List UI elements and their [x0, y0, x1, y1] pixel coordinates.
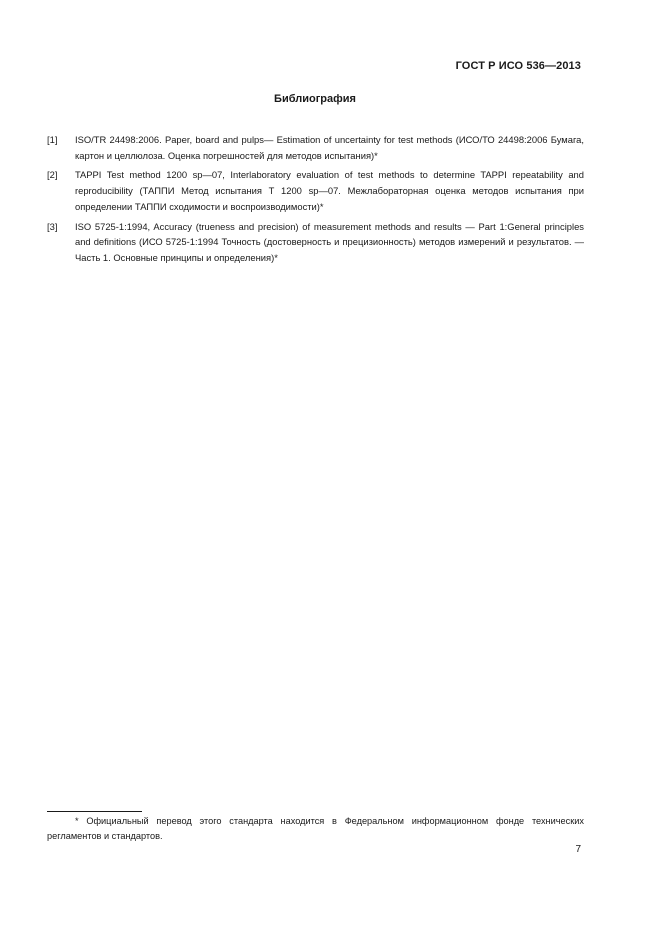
bibliography-title: Библиография	[274, 93, 356, 105]
footnote-divider	[47, 811, 142, 812]
bibliography-entry	[47, 219, 584, 266]
page-number: 7	[575, 844, 581, 855]
bibliography-entry-number: [2]	[47, 169, 58, 181]
bibliography-entry	[47, 167, 584, 214]
bibliography-entry-number: [3]	[47, 220, 58, 232]
document-code-header: ГОСТ Р ИСО 536—2013	[455, 60, 581, 72]
bibliography-entry-text: ISO/TR 24498:2006. Paper, board and pulps— Estimation of uncertainty for test methods (ИСО/ТО 24498:2006 Бумага, картон и целлюлоза. Оценка погрешностей для методов испытания)*	[75, 134, 584, 161]
bibliography-entry-text: ISO 5725-1:1994, Accuracy (trueness and precision) of measurement methods and results — Part 1:General principles and definitions (ИСО 5725-1:1994 Точность (достоверность и прецизионность) методов измерений и результатов. — Часть 1. Основные принципы и определения)*	[75, 220, 584, 263]
bibliography-list	[47, 132, 584, 270]
footnote-text: * Официальный перевод этого стандарта находится в Федеральном информационном фонде технических регламентов и стандартов.	[47, 816, 584, 841]
bibliography-entry-text: TAPPI Test method 1200 sp—07, Interlaboratory evaluation of test methods to determine TAPPI repeatability and reproducibility (ТАППИ Метод испытания Т 1200 sp—07. Межлабораторная оценка методов испытания при определении ТАППИ сходимости и воспроизводимости)*	[75, 169, 584, 212]
bibliography-entry	[47, 132, 584, 163]
bibliography-entry-number: [1]	[47, 134, 58, 145]
